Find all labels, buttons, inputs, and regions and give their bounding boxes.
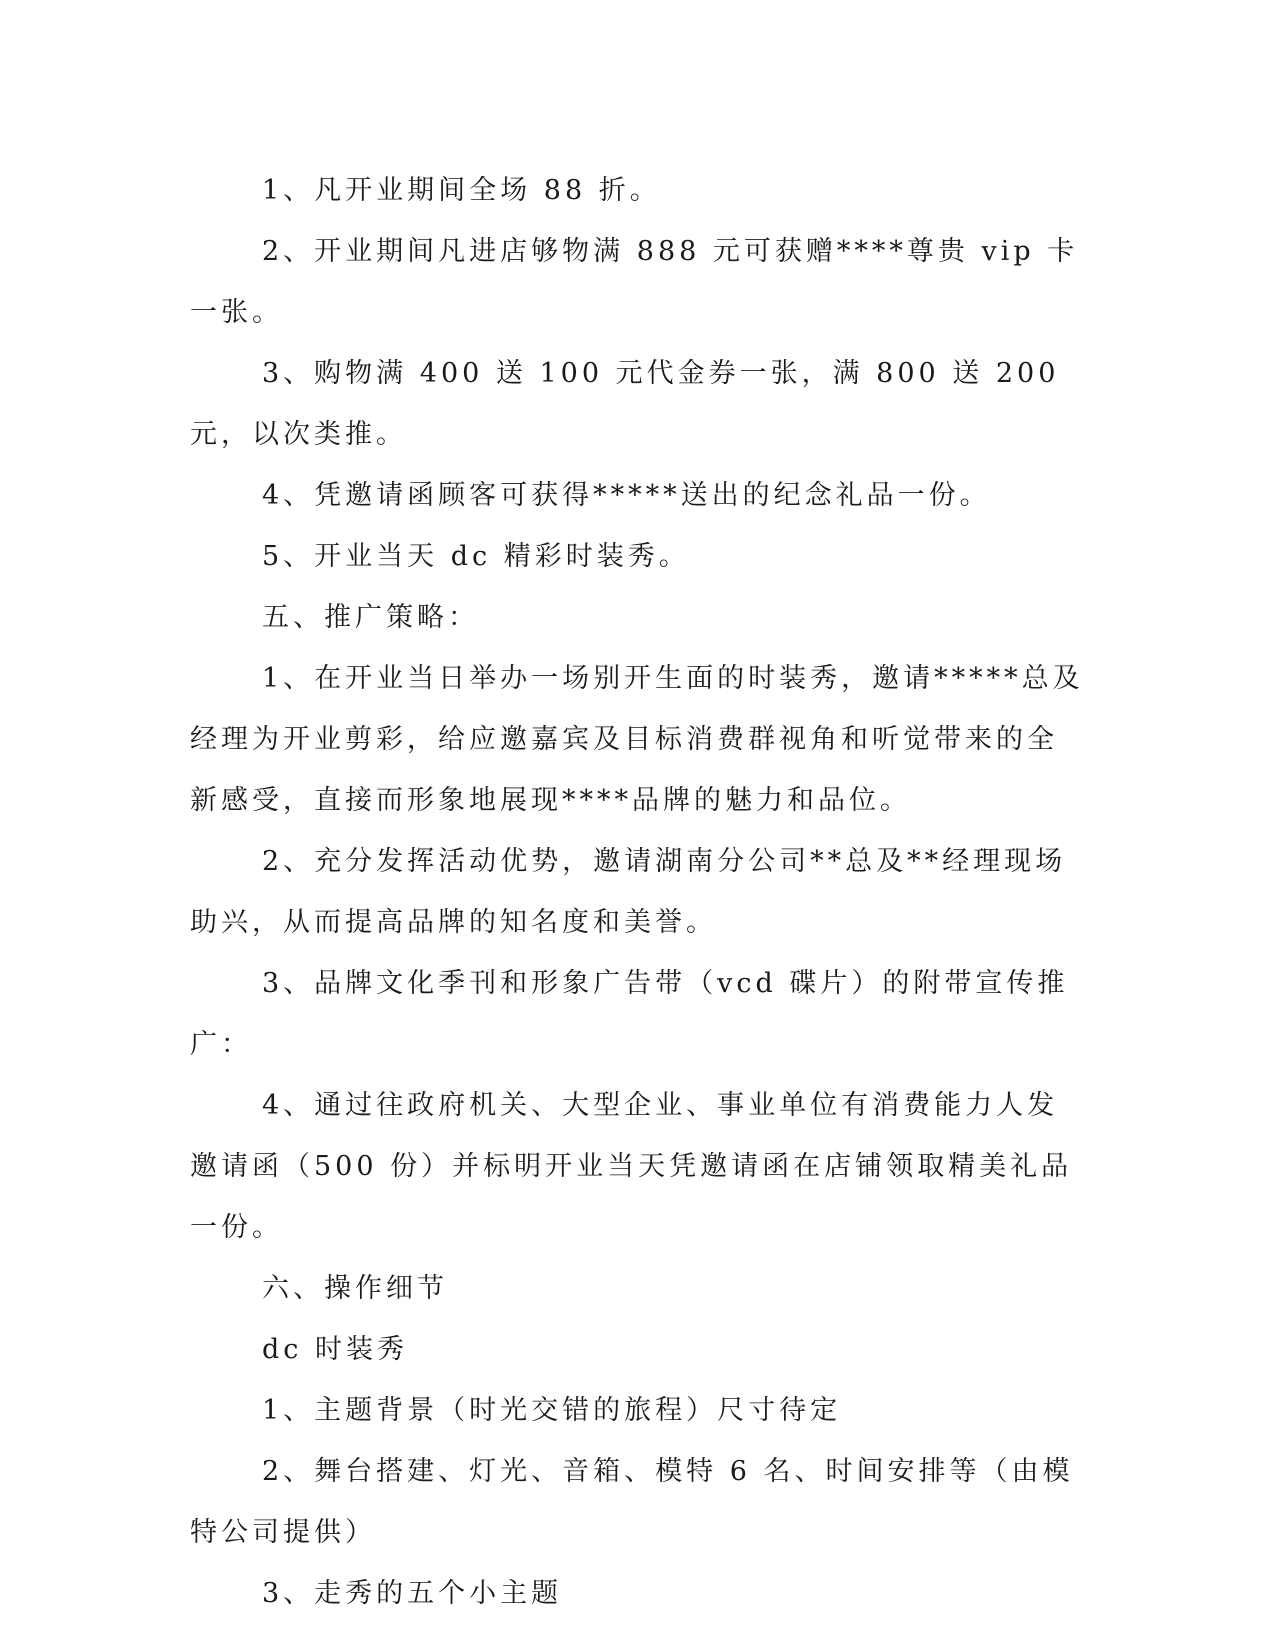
subheading-fashion-show: dc 时装秀: [262, 1334, 408, 1365]
paragraph-promo-3: 3、购物满 400 送 100 元代金券一张，满 800 送 200 元，以次类推。: [190, 358, 1060, 450]
paragraph-strategy-2: 2、充分发挥活动优势，邀请湖南分公司**总及**经理现场助兴，从而提高品牌的知名度和美誉。: [190, 846, 1067, 938]
section-heading-strategy: 五、推广策略：: [262, 602, 479, 633]
paragraph-promo-4: 4、凭邀请函顾客可获得*****送出的纪念礼品一份。: [262, 480, 991, 511]
paragraph-promo-2: 2、开业期间凡进店够物满 888 元可获赠****尊贵 vip 卡一张。: [190, 236, 1079, 328]
paragraph-strategy-4: 4、通过往政府机关、大型企业、事业单位有消费能力人发邀请函（500 份）并标明开业当天凭邀请函在店铺领取精美礼品一份。: [190, 1090, 1073, 1243]
paragraph-detail-2: 2、舞台搭建、灯光、音箱、模特 6 名、时间安排等（由模特公司提供）: [190, 1456, 1074, 1548]
section-heading-details: 六、操作细节: [262, 1273, 448, 1304]
paragraph-detail-3: 3、走秀的五个小主题: [262, 1578, 563, 1609]
paragraph-promo-1: 1、凡开业期间全场 88 折。: [262, 175, 661, 206]
document-body: [190, 160, 1085, 1624]
paragraph-strategy-3: 3、品牌文化季刊和形象广告带（vcd 碟片）的附带宣传推广：: [190, 968, 1069, 1060]
paragraph-strategy-1: 1、在开业当日举办一场别开生面的时装秀，邀请*****总及经理为开业剪彩，给应邀嘉宾及目标消费群视角和听觉带来的全新感受，直接而形象地展现****品牌的魅力和品位。: [190, 663, 1084, 816]
paragraph-promo-5: 5、开业当天 dc 精彩时装秀。: [262, 541, 690, 572]
paragraph-detail-1: 1、主题背景（时光交错的旅程）尺寸待定: [262, 1395, 842, 1426]
